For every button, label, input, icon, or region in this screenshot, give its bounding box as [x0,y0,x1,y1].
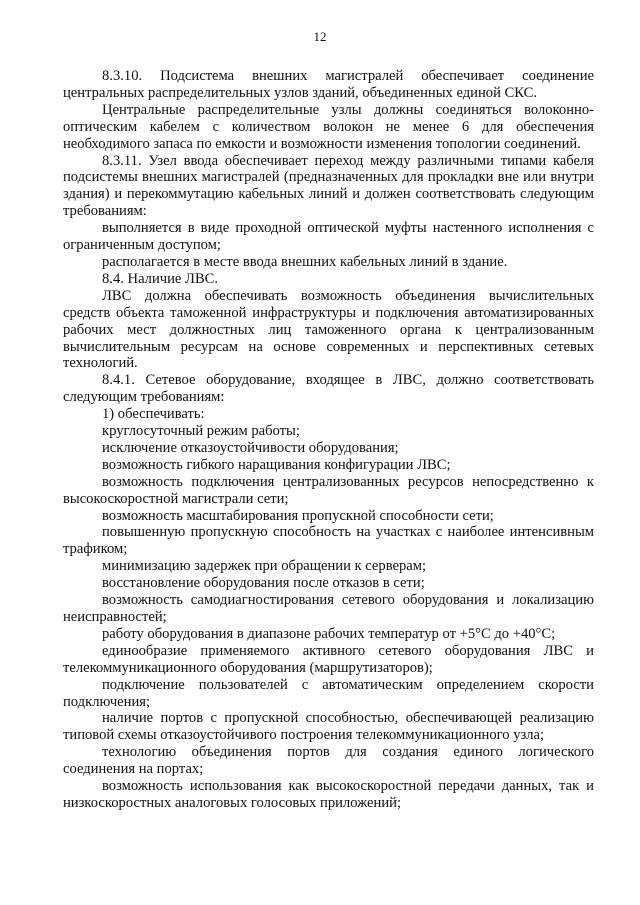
paragraph: наличие портов с пропускной способностью, обеспечивающей реализацию типовой схемы отказоустойчивого построения телекоммуникационного узла; [63,710,594,744]
paragraph: работу оборудования в диапазоне рабочих температур от +5°С до +40°С; [102,625,556,642]
paragraph: возможность масштабирования пропускной способности сети; [102,507,494,524]
document-body [63,68,594,812]
paragraph: возможность использования как высокоскоростной передачи данных, так и низкоскоростных аналоговых голосовых приложений; [63,778,594,811]
paragraph: 8.4. Наличие ЛВС. [102,270,219,287]
paragraph: возможность самодиагностирования сетевого оборудования и локализацию неисправностей; [63,592,594,625]
paragraph: выполняется в виде проходной оптической муфты настенного исполнения с ограниченным доступом; [63,220,594,254]
paragraph: единообразие применяемого активного сетевого оборудования ЛВС и телекоммуникационного оборудования (маршрутизаторов); [63,642,594,676]
paragraph: минимизацию задержек при обращении к серверам; [102,558,427,575]
paragraph: возможность подключения централизованных ресурсов непосредственно к высокоскоростной магистрали сети; [63,473,594,507]
paragraph: 8.4.1. Сетевое оборудование, входящее в ЛВС, должно соответствовать следующим требованиям: [63,372,594,406]
paragraph: Центральные распределительные узлы должны соединяться волоконно-оптическим кабелем с количеством волокон не менее 6 для обеспечения необходимого запаса по емкости и возможности изменения топологии соединений. [63,101,594,152]
paragraph: повышенную пропускную способность на участках с наиболее интенсивным трафиком; [63,524,594,558]
paragraph: располагается в месте ввода внешних кабельных линий в здание. [102,253,508,270]
paragraph: 8.3.11. Узел ввода обеспечивает переход между различными типами кабеля подсистемы внешних магистралей (предназначенных для прокладки вне или внутри здания) и перекоммутацию кабельных линий и должен соответствовать следующим требованиям: [63,152,594,220]
page-number: 12 [313,29,327,44]
paragraph: ЛВС должна обеспечивать возможность объединения вычислительных средств объекта таможенной инфраструктуры и подключения автоматизированных рабочих мест должностных лиц таможенного органа к централизованным вычислительным ресурсам на основе современных и перспективных сетевых технологий. [63,287,594,372]
paragraph: технологию объединения портов для создания единого логического соединения на портах; [63,744,594,778]
paragraph: 1) обеспечивать: [102,406,205,423]
paragraph: восстановление оборудования после отказов в сети; [102,575,425,592]
paragraph: круглосуточный режим работы; [102,423,300,440]
paragraph: 8.3.10. Подсистема внешних магистралей обеспечивает соединение центральных распределительных узлов зданий, объединенных единой СКС. [63,68,594,101]
paragraph: возможность гибкого наращивания конфигурации ЛВС; [102,456,451,473]
paragraph: подключение пользователей с автоматическим определением скорости подключения; [63,676,594,710]
paragraph: исключение отказоустойчивости оборудования; [102,439,399,456]
